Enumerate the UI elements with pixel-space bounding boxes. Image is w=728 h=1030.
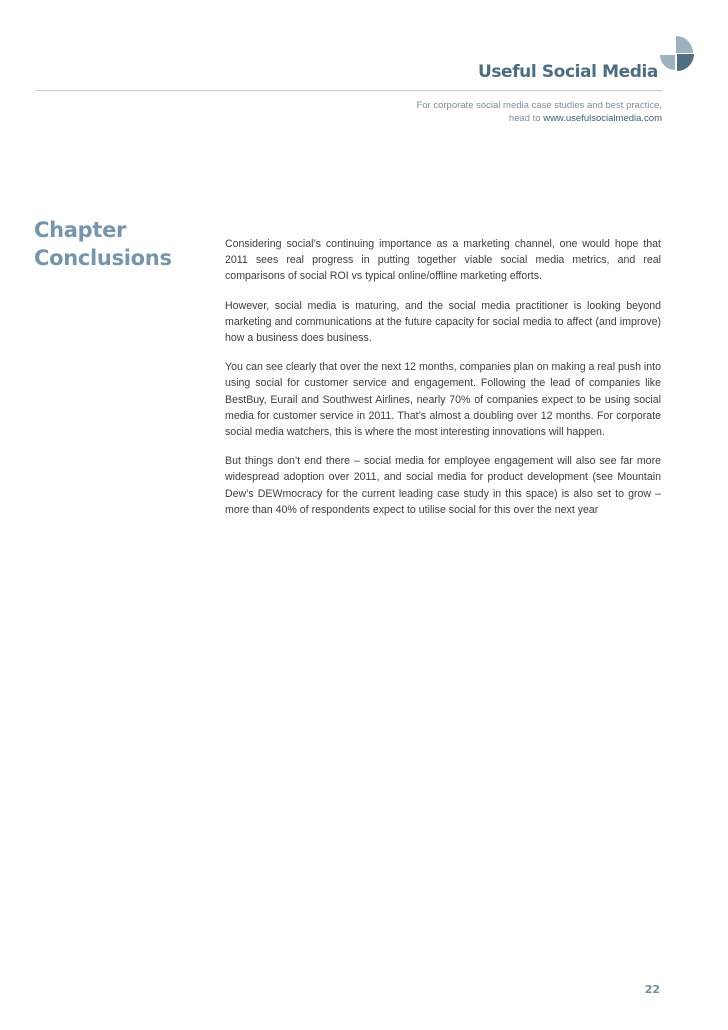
- brand-name: Useful Social Media: [477, 62, 658, 82]
- body-paragraph: You can see clearly that over the next 12 months, companies plan on making a real push into using social for customer service and engagement. Following the lead of companies like BestBuy, Eurail and Southwest Airlines, nearly 70% of companies expect to be using social media for customer service in 2011. That’s almost a doubling over 12 months. For corporate social media watchers, this is where the most interesting innovations will happen.: [225, 361, 661, 439]
- quarter-circles-logo-icon: [656, 34, 696, 74]
- body-paragraph: However, social media is maturing, and the social media practitioner is looking beyond marketing and communications at the future capacity for social media to affect (and improve) how a business does business.: [225, 299, 661, 345]
- chapter-title: [34, 216, 224, 272]
- chapter-title-line2: Conclusions: [34, 246, 172, 270]
- tagline-prefix: head to: [508, 113, 544, 124]
- website-link[interactable]: www.usefulsocialmedia.com: [543, 113, 662, 124]
- header-tagline: [342, 99, 662, 125]
- chapter-title-line1: Chapter: [34, 218, 127, 242]
- page-number: 22: [644, 983, 660, 996]
- body-paragraph: But things don’t end there – social media for employee engagement will also see far more widespread adoption over 2011, and social media for product development (see Mountain Dew’s DEWmocracy for the current leading case study in this space) is also set to grow – more than 40% of respondents expect to utilise social for this over the next year: [225, 455, 661, 516]
- body-paragraph: Considering social’s continuing importance as a marketing channel, one would hope that 2011 sees real progress in putting together viable social media metrics, and real comparisons of social ROI vs typical online/offline marketing efforts.: [225, 238, 661, 283]
- tagline-line: For corporate social media case studies and best practice,: [416, 100, 662, 111]
- chapter-body: [225, 236, 661, 531]
- tagline-link-line: [342, 112, 662, 125]
- header-divider: [36, 90, 662, 91]
- brand-logo: [656, 34, 696, 74]
